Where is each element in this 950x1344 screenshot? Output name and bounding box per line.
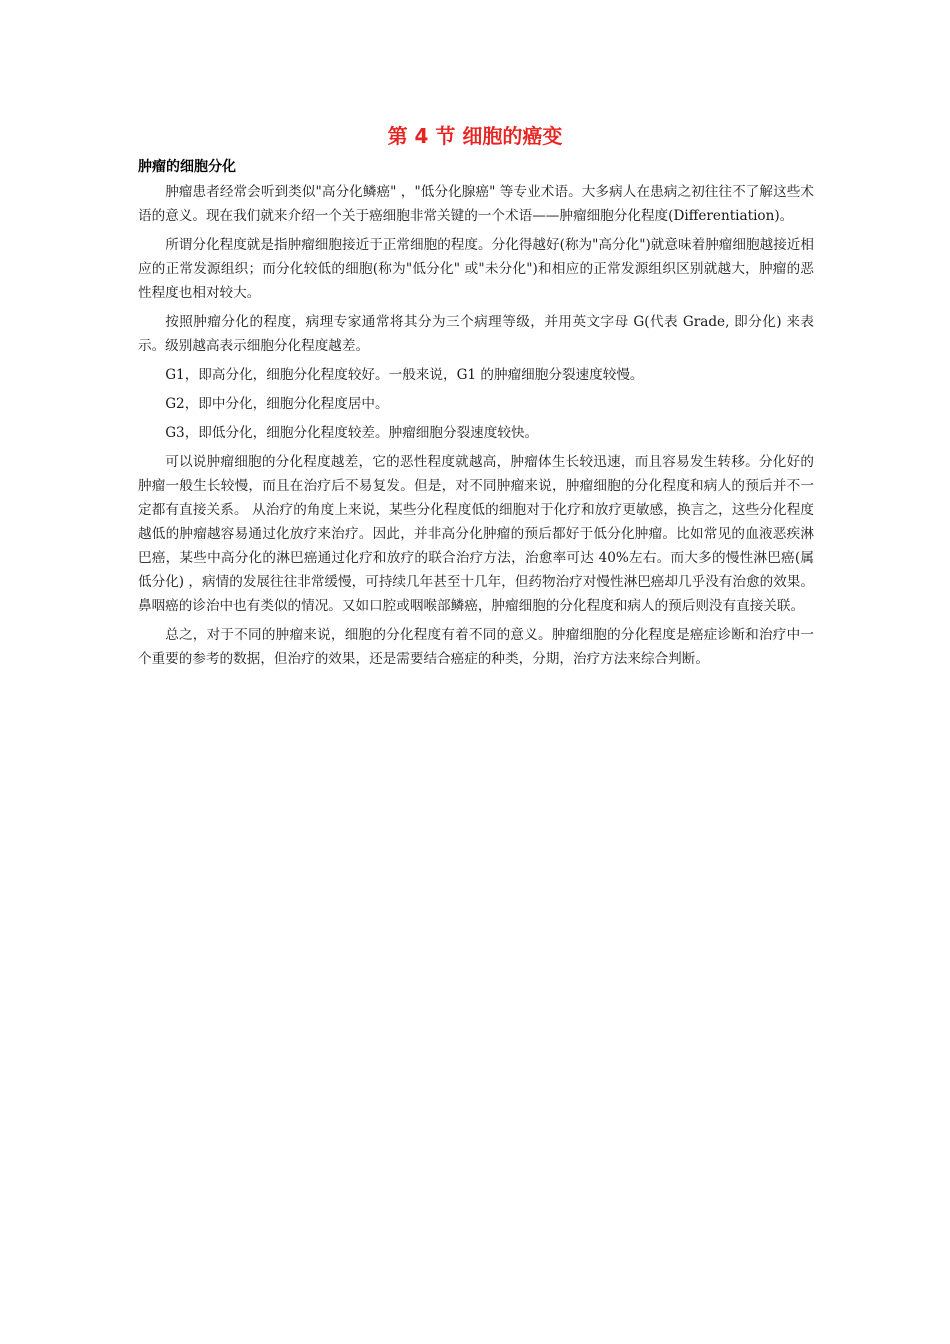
paragraph: 总之，对于不同的肿瘤来说，细胞的分化程度有着不同的意义。肿瘤细胞的分化程度是癌症诊断和治疗中一个重要的参考的数据，但治疗的效果，还是需要结合癌症的种类，分期，治疗方法来综合判断。	[138, 627, 814, 667]
paragraph: 可以说肿瘤细胞的分化程度越差，它的恶性程度就越高，肿瘤体生长较迅速，而且容易发生转移。分化好的肿瘤一般生长较慢，而且在治疗后不易复发。但是，对不同肿瘤来说，肿瘤细胞的分化程度和病人的预后并不一定都有直接关系。 从治疗的角度上来说，某些分化程度低的细胞对于化疗和放疗更敏感，换言之，这些分化程度越低的肿瘤越容易通过化放疗来治疗。因此，并非高分化肿瘤的预后都好于低分化肿瘤。比如常见的血液恶疾淋巴癌，某些中高分化的淋巴癌通过化疗和放疗的联合治疗方法，治愈率可达 40%左右。而大多的慢性淋巴癌(属低分化) ，病情的发展往往非常缓慢，可持续几年甚至十几年，但药物治疗对慢性淋巴癌却几乎没有治愈的效果。鼻咽癌的诊治中也有类似的情况。又如口腔或咽喉部鳞癌，肿瘤细胞的分化程度和病人的预后则没有直接关联。	[138, 454, 814, 614]
section-heading: 肿瘤的细胞分化	[138, 159, 236, 175]
paragraph: G2，即中分化，细胞分化程度居中。	[165, 396, 389, 412]
paragraph: 按照肿瘤分化的程度，病理专家通常将其分为三个病理等级，并用英文字母 G(代表 Grade, 即分化) 来表示。级别越高表示细胞分化程度越差。	[138, 314, 814, 354]
body-text	[138, 180, 814, 676]
paragraph: 肿瘤患者经常会听到类似"高分化鳞癌" ，"低分化腺癌" 等专业术语。大多病人在患病之初往往不了解这些术语的意义。现在我们就来介绍一个关于癌细胞非常关键的一个术语——肿瘤细胞分化程度(Differentiation)。	[138, 184, 814, 224]
paragraph: G1，即高分化，细胞分化程度较好。一般来说，G1 的肿瘤细胞分裂速度较慢。	[165, 367, 644, 383]
document-title: 第 4 节 细胞的癌变	[387, 124, 563, 148]
paragraph: 所谓分化程度就是指肿瘤细胞接近于正常细胞的程度。分化得越好(称为"高分化")就意味着肿瘤细胞越接近相应的正常发源组织；而分化较低的细胞(称为"低分化" 或"未分化")和相应的正常发源组织区别就越大，肿瘤的恶性程度也相对较大。	[138, 237, 814, 301]
paragraph: G3，即低分化，细胞分化程度较差。肿瘤细胞分裂速度较快。	[165, 425, 539, 441]
